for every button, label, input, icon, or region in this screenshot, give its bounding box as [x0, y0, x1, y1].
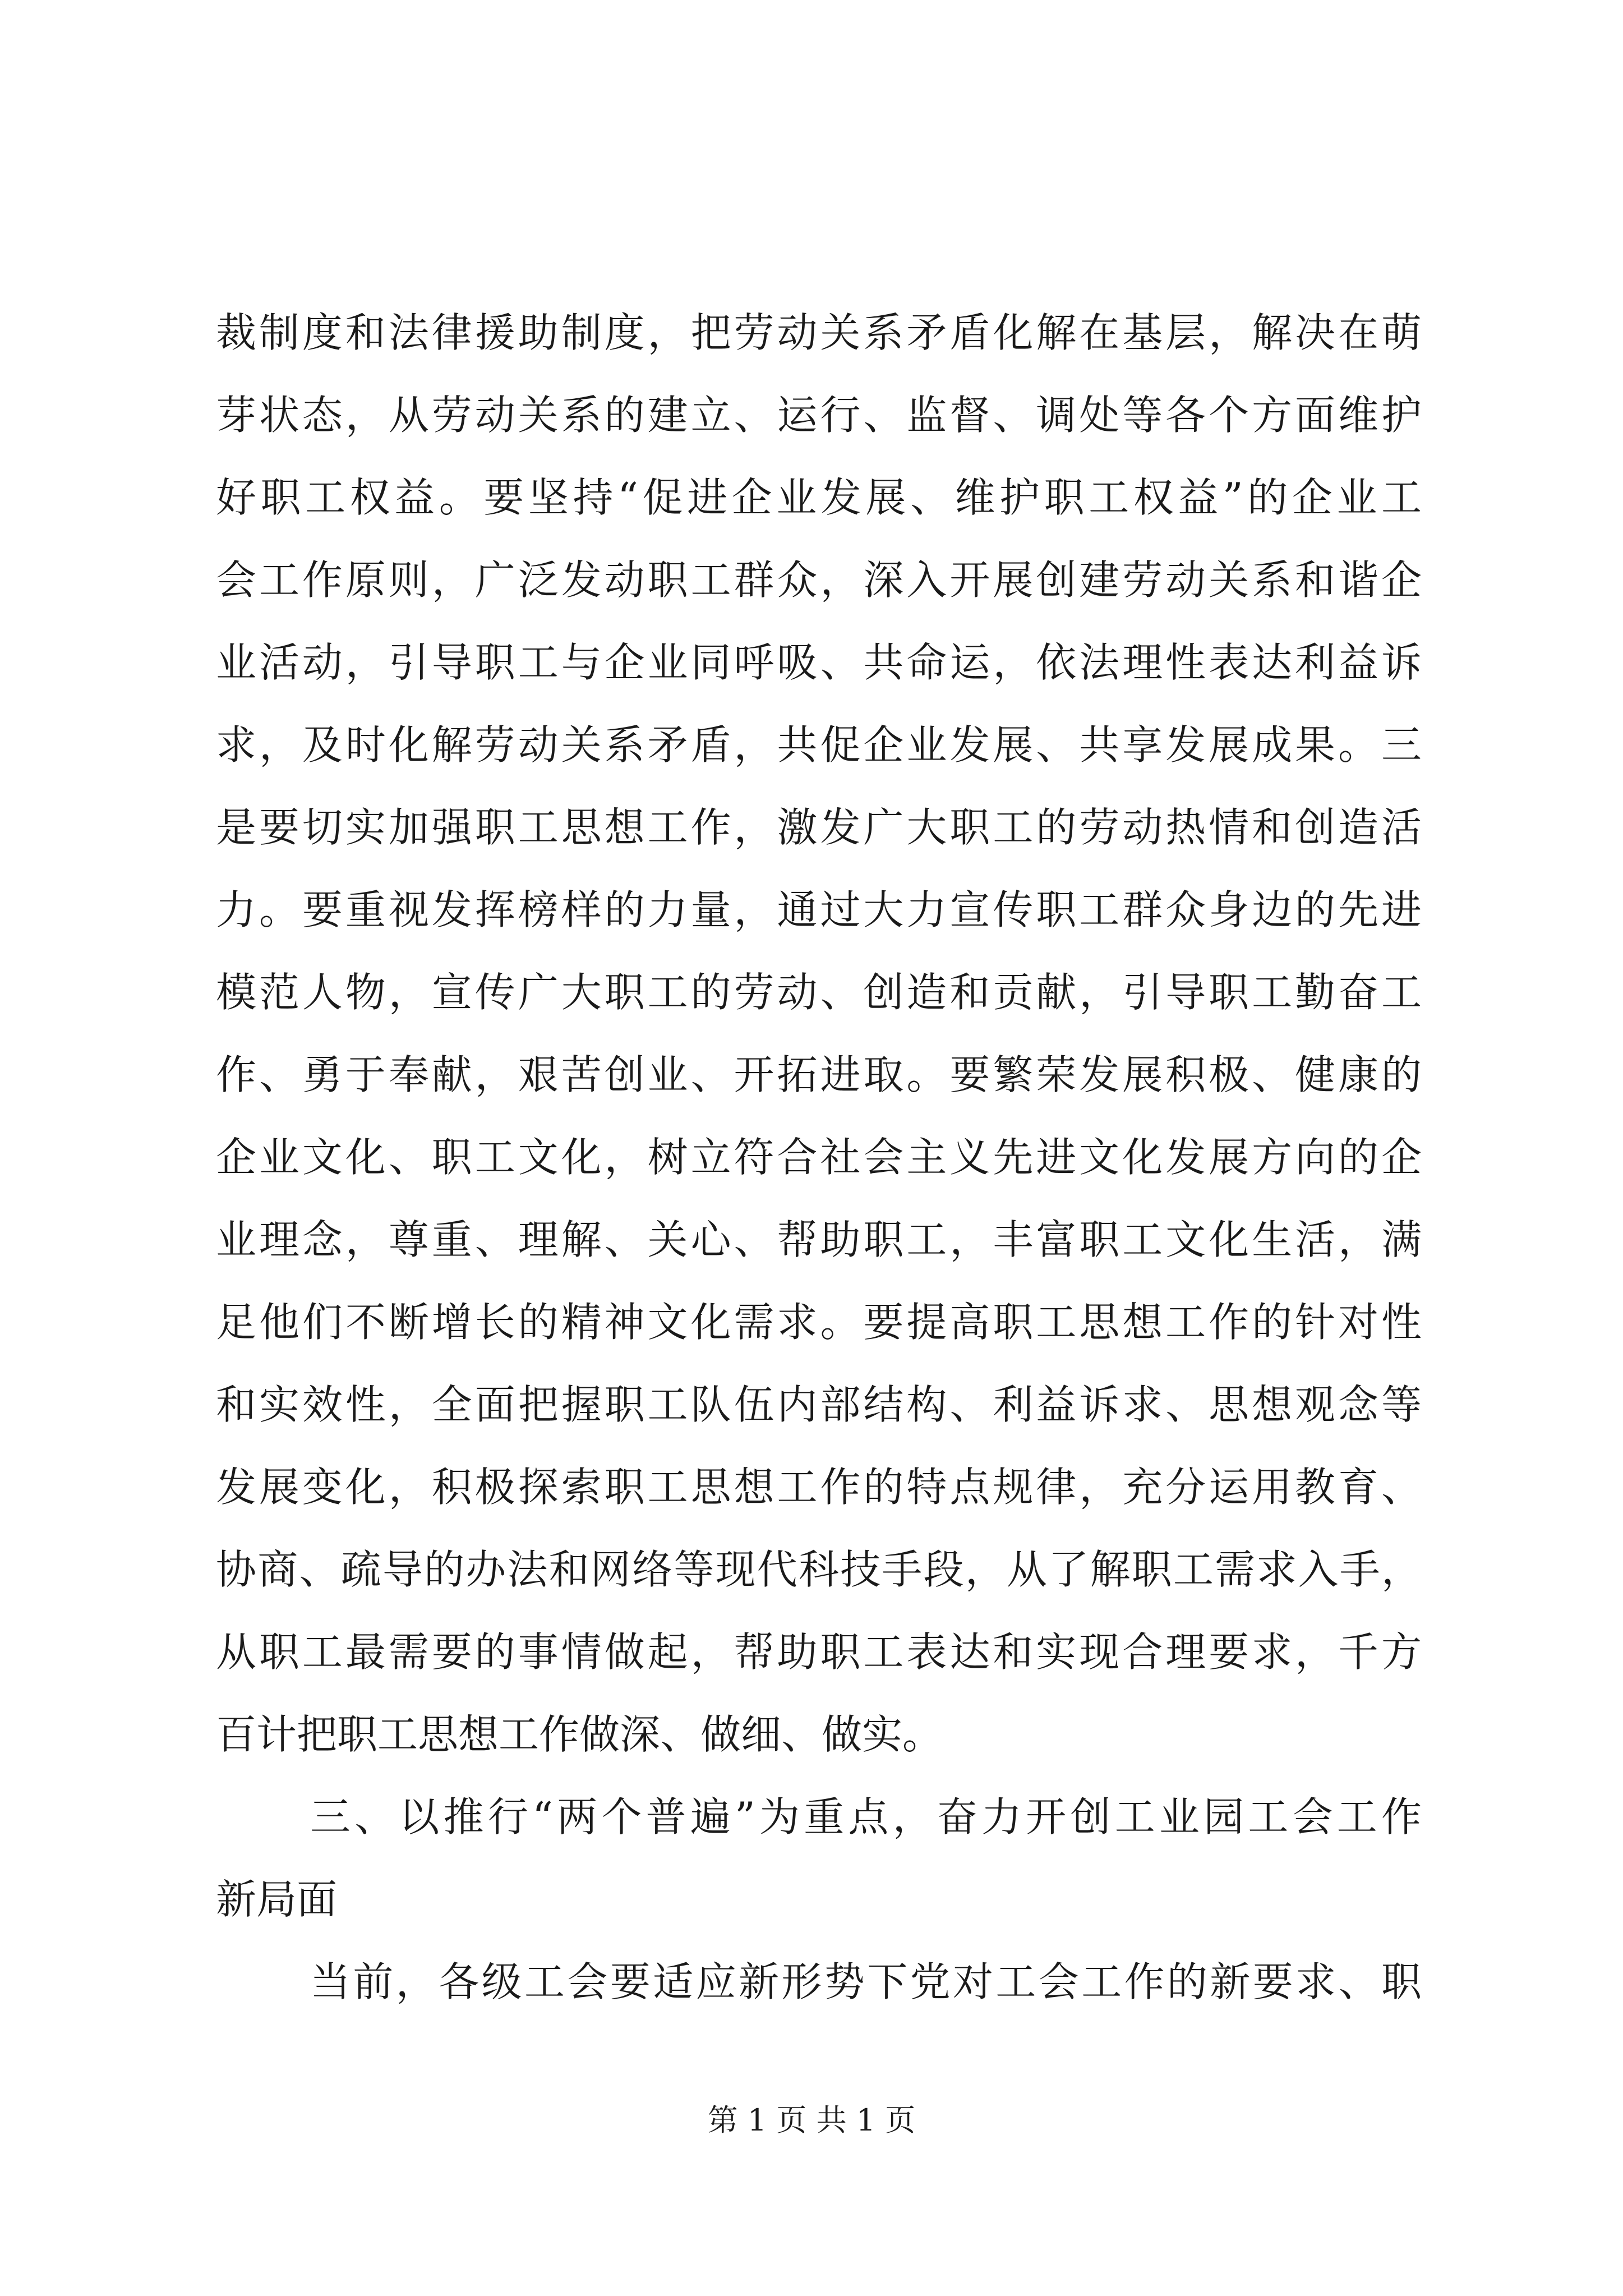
body-text: [216, 292, 1422, 2023]
text-line: 足他们不断增长的精神文化需求。要提高职工思想工作的针对性: [216, 1299, 1422, 1346]
text-line: 发展变化，积极探索职工思想工作的特点规律，充分运用教育、: [216, 1464, 1422, 1511]
text-line: 当前，各级工会要适应新形势下党对工会工作的新要求、职: [310, 1958, 1422, 2005]
heading-line: 新局面: [216, 1876, 338, 1923]
text-line: 芽状态，从劳动关系的建立、运行、监督、调处等各个方面维护: [216, 392, 1422, 439]
text-line: 好职工权益。要坚持“促进企业发展、维护职工权益”的企业工: [216, 474, 1422, 521]
text-line: 业理念，尊重、理解、关心、帮助职工，丰富职工文化生活，满: [216, 1216, 1422, 1263]
text-line: 会工作原则，广泛发动职工群众，深入开展创建劳动关系和谐企: [216, 556, 1422, 604]
paragraph-2: [216, 1941, 1422, 2023]
text-line: 裁制度和法律援助制度，把劳动关系矛盾化解在基层，解决在萌: [216, 309, 1422, 356]
text-line: 和实效性，全面把握职工队伍内部结构、利益诉求、思想观念等: [216, 1381, 1422, 1428]
text-line: 模范人物，宣传广大职工的劳动、创造和贡献，引导职工勤奋工: [216, 969, 1422, 1016]
section-heading: [216, 1776, 1422, 1941]
heading-line: 三、以推行“两个普遍”为重点，奋力开创工业园工会工作: [310, 1793, 1422, 1841]
text-line: 企业文化、职工文化，树立符合社会主义先进文化发展方向的企: [216, 1134, 1422, 1181]
page-footer: [0, 2101, 1623, 2140]
text-line: 从职工最需要的事情做起，帮助职工表达和实现合理要求，千方: [216, 1628, 1422, 1676]
text-line: 求，及时化解劳动关系矛盾，共促企业发展、共享发展成果。三: [216, 721, 1422, 769]
paragraph-1: [216, 292, 1422, 1776]
text-line: 是要切实加强职工思想工作，激发广大职工的劳动热情和创造活: [216, 804, 1422, 851]
text-line: 力。要重视发挥榜样的力量，通过大力宣传职工群众身边的先进: [216, 886, 1422, 933]
page-number: 第 1 页 共 1 页: [707, 2102, 916, 2138]
text-line: 百计把职工思想工作做深、做细、做实。: [216, 1711, 943, 1758]
text-line: 协商、疏导的办法和网络等现代科技手段，从了解职工需求入手，: [216, 1546, 1422, 1593]
text-line: 作、勇于奉献，艰苦创业、开拓进取。要繁荣发展积极、健康的: [216, 1051, 1422, 1098]
text-line: 业活动，引导职工与企业同呼吸、共命运，依法理性表达利益诉: [216, 639, 1422, 686]
